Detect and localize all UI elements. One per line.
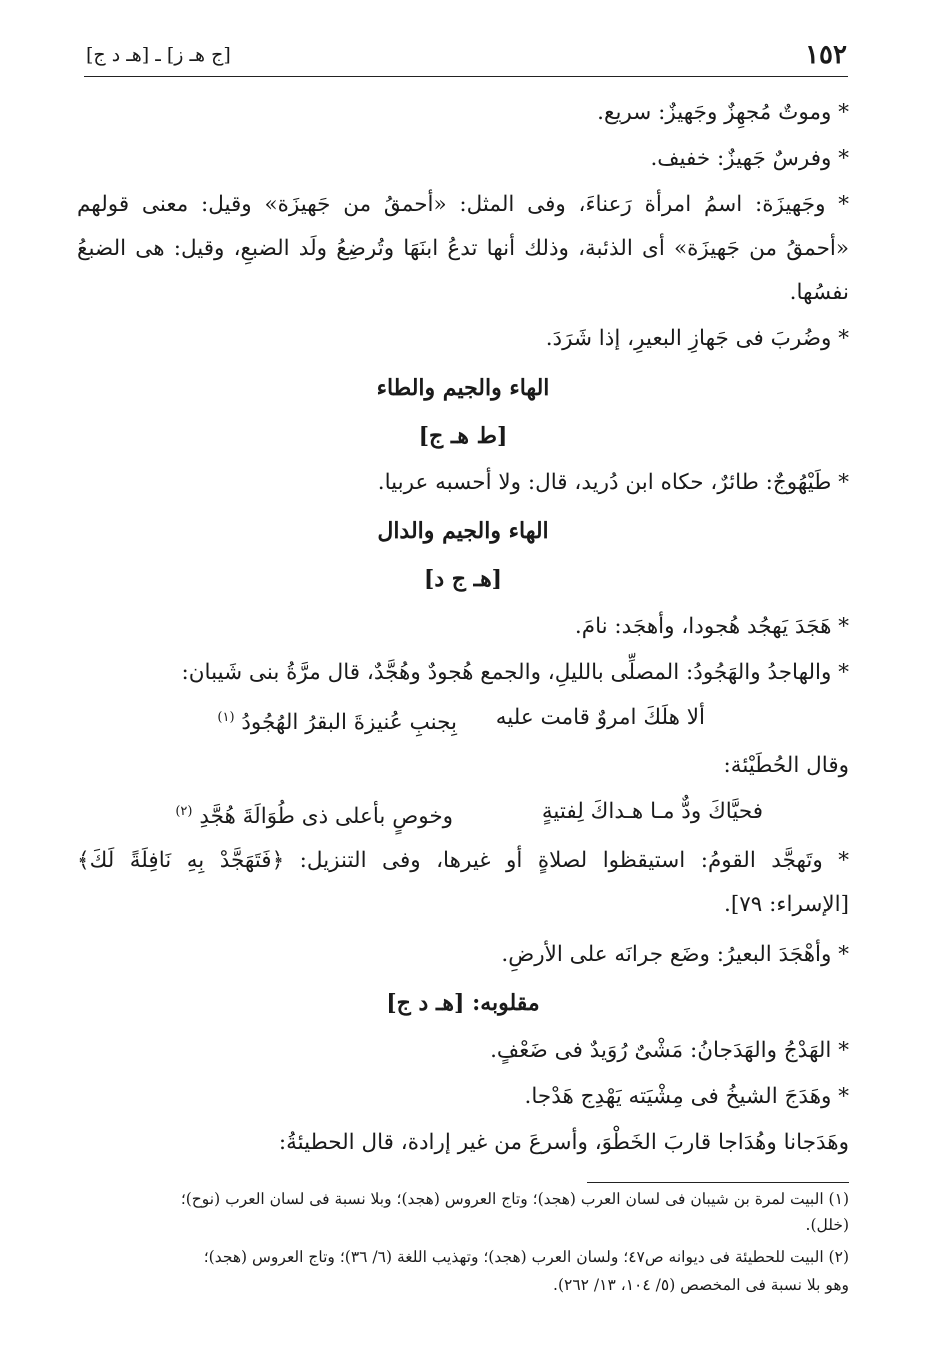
footnote-line: وهو بلا نسبة فى المخصص (٥/ ١٠٤، ١٣/ ٢٦٢). [553,1276,849,1294]
header-divider [84,76,848,77]
entry-line: * وموتٌ مُجهِزٌ وجَهيزٌ: سريع. [597,100,849,125]
chapter-heading: الهاء والجيم والدال [377,518,549,544]
verse-first-hemistich: فحيَّاكَ ودٌّ مـا هـداكَ لِفتيةٍ [541,799,763,824]
entry-line: * وهَدَجَ الشيخُ فى مِشْيَته يَهْدِج هَدْجا. [524,1084,849,1109]
footnote-marker: (١) [217,710,235,725]
entry-line: نفسُها. [789,280,849,305]
footnote-line: (خلل). [805,1216,849,1234]
entry-line: * طَيْهُوجٌ: طائرٌ، حكاه ابن دُريد، قال: ولا أحسبه عربيا. [377,470,849,495]
verse-text: وخوصٍ بأعلى ذى طُوَالَةَ هُجَّدِ [199,804,453,830]
entry-line: «أحمقُ من جَهيزَة» أى الذئبة، وذلك أنها تدعُ ابنَهَا وتُرضِعُ ولَد الضبعِ، وقيل: هى الضبعُ [77,236,849,261]
entry-line: * وأهْجَدَ البعيرُ: وضَع جرانَه على الأرضِ. [501,942,849,967]
entry-line: * وتَهجَّد القومُ: استيقظوا لصلاةٍ أو غيرها، وفى التنزيل: ﴿فَتَهَجَّدْ بِهِ نَافِلَةً لَكَ﴾ [77,848,849,873]
chapter-heading: مقلوبه: [هـ د ج] [386,990,540,1016]
footnote-divider [587,1182,849,1183]
entry-line: وقال الحُطَيْئة: [723,753,849,778]
entry-line: * والهاجدُ والهَجُودُ: المصلِّى بالليلِ، والجمع هُجودٌ وهُجَّدٌ، قال مرَّةُ بنى شَيبان: [181,660,849,685]
root-heading: [هـ ج د] [423,566,503,592]
entry-line: وهَدَجانا وهُدَاجا قاربَ الخَطْوَ، وأسرعَ من غير إرادة، قال الحطيئةُ: [278,1130,849,1155]
footnote-marker: (٢) [175,804,193,819]
verse-second-hemistich [217,703,457,738]
entry-line: * وفرسٌ جَهيزٌ: خفيف. [650,146,849,171]
chapter-heading: الهاء والجيم والطاء [376,375,550,401]
verse-first-hemistich: ألا هلَكَ امروٌ قامت عليه [495,705,705,730]
root-heading: [ط هـ ج] [418,423,508,449]
entry-line: * وجَهيزَة: اسمُ امرأة رَعناءَ، وفى المثل: «أحمقُ من جَهيزَة» وقيل: معنى قولهم [77,192,849,217]
entry-line: * الهَدْجُ والهَدَجانُ: مَشْىٌ رُوَيدٌ فى ضَعْفٍ. [490,1038,849,1063]
footnote-line: (٢) البيت للحطيئة فى ديوانه ص٤٧؛ ولسان العرب (هجد)؛ وتهذيب اللغة (٦/ ٣٦)؛ وتاج العروس (هجد)؛ [203,1248,849,1266]
verse-second-hemistich [175,797,453,832]
entry-line: [الإسراء: ٧٩]. [723,892,849,917]
entry-line: * هَجَدَ يَهجُد هُجودا، وأهجَد: نامَ. [574,614,849,639]
section-header: [ج هـ ز] ـ [هـ د ج] [86,44,231,66]
footnote-line: (١) البيت لمرة بن شيبان فى لسان العرب (هجد)؛ وتاج العروس (هجد)؛ وبلا نسبة فى لسان العرب (نوح)؛ [180,1190,849,1208]
entry-line: * وضُربَ فى جَهازِ البعيرِ، إذا شَرَدَ. [545,326,849,351]
verse-text: بِجنبِ عُنيزةَ البقرُ الهُجُودُ [241,710,457,736]
page-number: ١٥٢ [805,40,847,70]
